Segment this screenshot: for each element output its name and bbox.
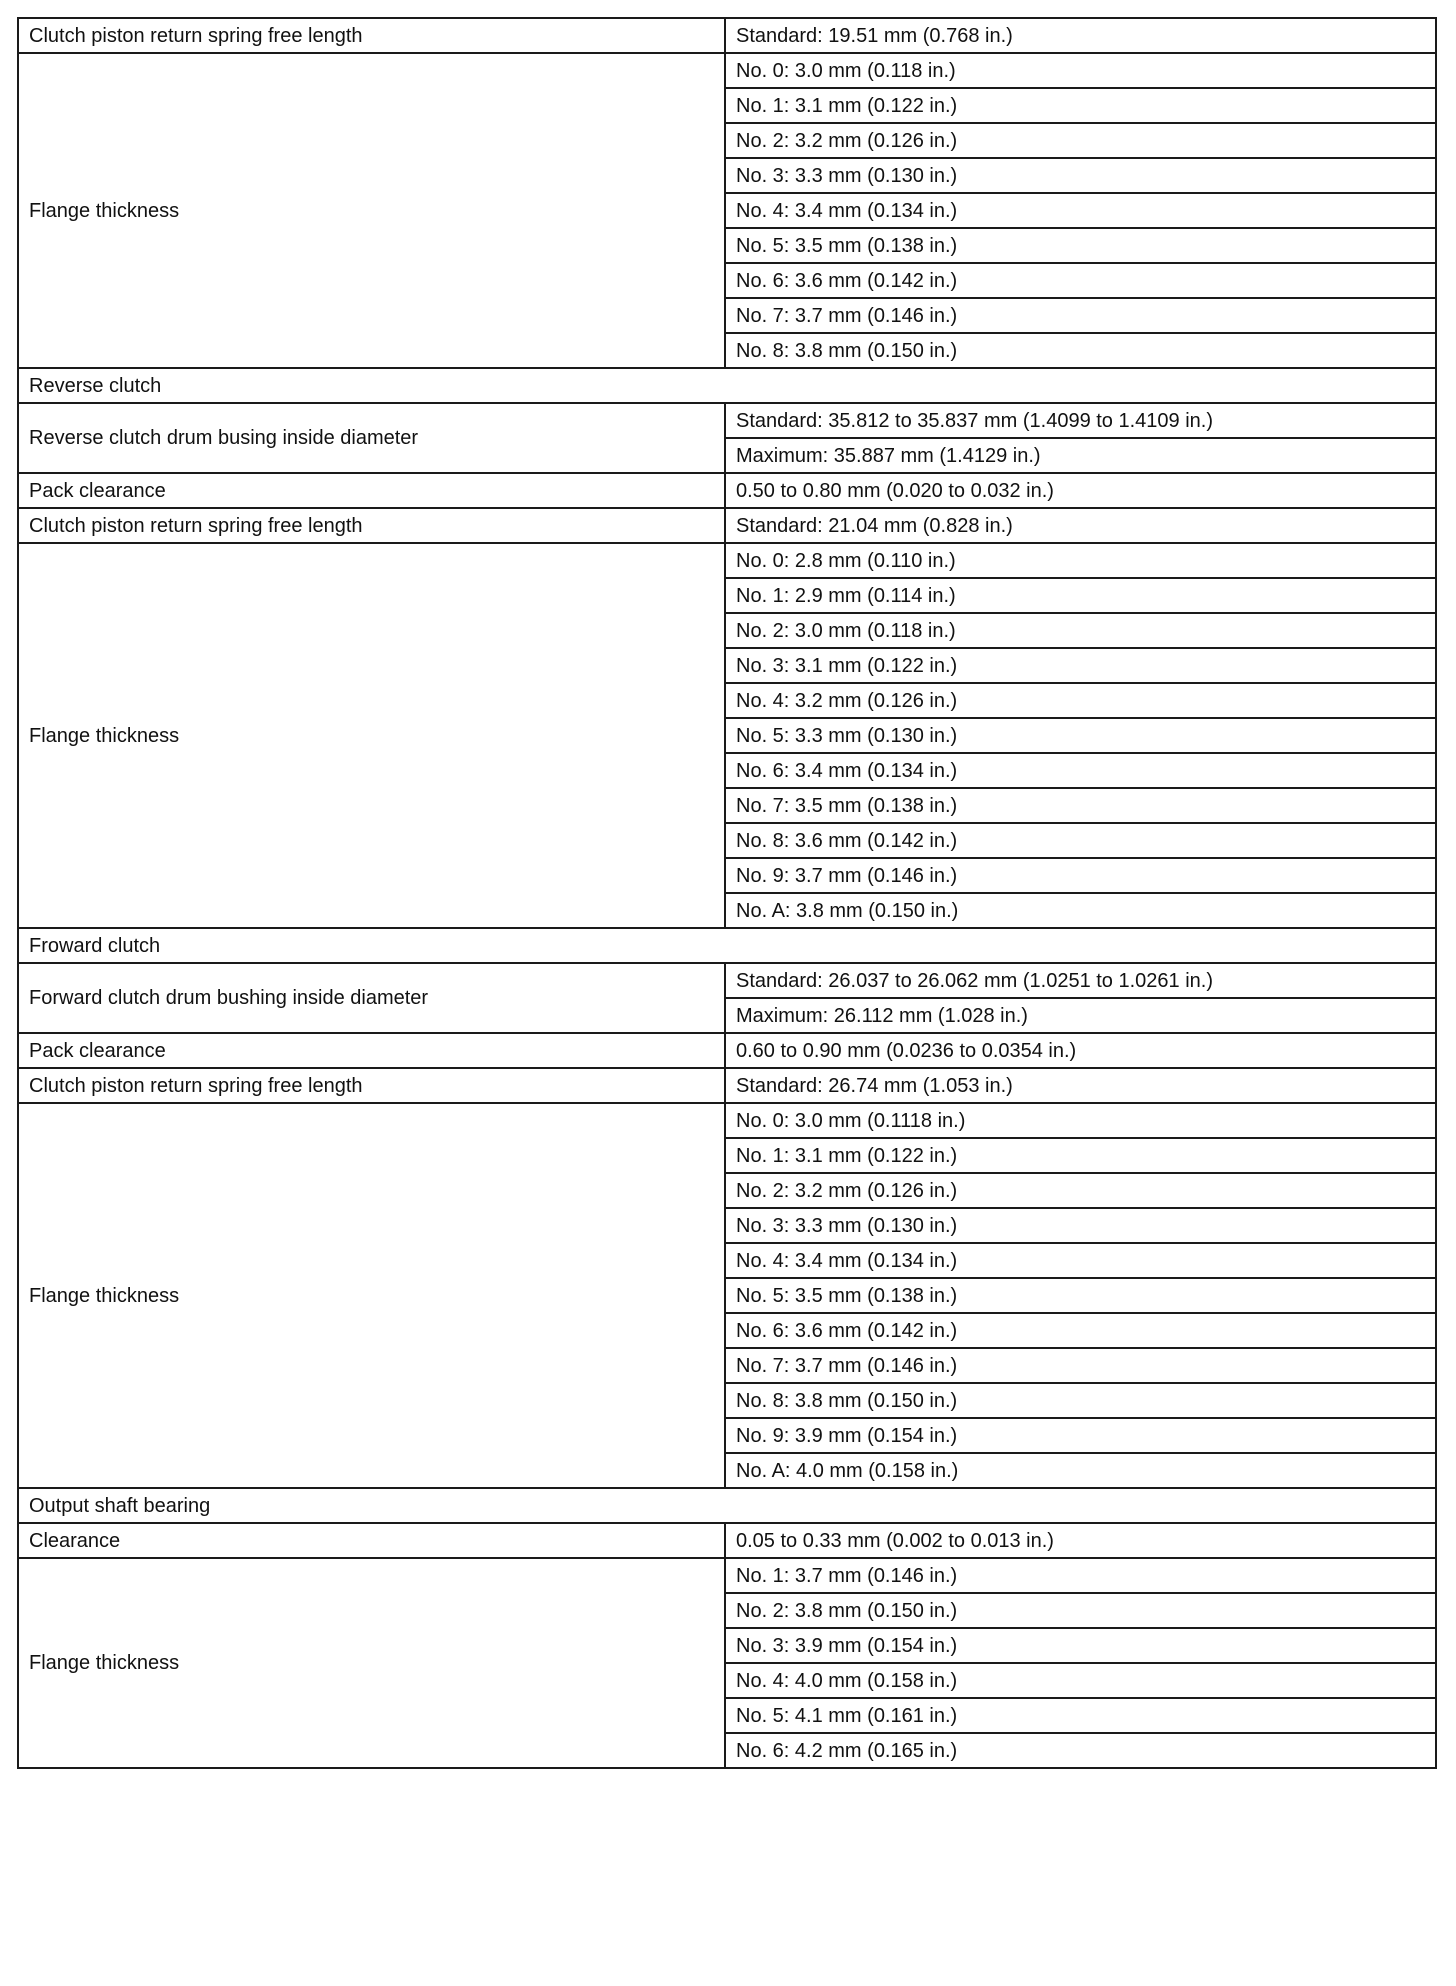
section-header-row — [18, 1488, 1436, 1523]
spec-value: No. 9: 3.9 mm (0.154 in.) — [725, 1418, 1436, 1453]
spec-value: No. 7: 3.7 mm (0.146 in.) — [725, 298, 1436, 333]
spec-value: No. 2: 3.0 mm (0.118 in.) — [725, 613, 1436, 648]
spec-label: Flange thickness — [18, 1558, 725, 1768]
spec-value: No. 4: 3.2 mm (0.126 in.) — [725, 683, 1436, 718]
spec-value: No. 4: 3.4 mm (0.134 in.) — [725, 193, 1436, 228]
spec-value: No. 9: 3.7 mm (0.146 in.) — [725, 858, 1436, 893]
spec-value: 0.60 to 0.90 mm (0.0236 to 0.0354 in.) — [725, 1033, 1436, 1068]
spec-table — [17, 17, 1437, 1769]
section-header-row — [18, 928, 1436, 963]
spec-value: No. 6: 3.4 mm (0.134 in.) — [725, 753, 1436, 788]
spec-value: No. 5: 3.5 mm (0.138 in.) — [725, 228, 1436, 263]
spec-label: Flange thickness — [18, 53, 725, 368]
spec-label: Pack clearance — [18, 1033, 725, 1068]
spec-label: Clutch piston return spring free length — [18, 18, 725, 53]
spec-label: Clearance — [18, 1523, 725, 1558]
table-row — [18, 18, 1436, 53]
spec-value: Maximum: 35.887 mm (1.4129 in.) — [725, 438, 1436, 473]
table-row — [18, 1033, 1436, 1068]
spec-value: No. A: 3.8 mm (0.150 in.) — [725, 893, 1436, 928]
spec-value: No. 0: 3.0 mm (0.118 in.) — [725, 53, 1436, 88]
spec-value: 0.50 to 0.80 mm (0.020 to 0.032 in.) — [725, 473, 1436, 508]
spec-value: Standard: 35.812 to 35.837 mm (1.4099 to 1.4109 in.) — [725, 403, 1436, 438]
spec-label: Flange thickness — [18, 543, 725, 928]
spec-value: No. 3: 3.9 mm (0.154 in.) — [725, 1628, 1436, 1663]
table-row — [18, 1523, 1436, 1558]
spec-value: No. 2: 3.2 mm (0.126 in.) — [725, 123, 1436, 158]
table-row — [18, 543, 1436, 578]
spec-table-body — [18, 18, 1436, 1768]
spec-value: No. 5: 3.5 mm (0.138 in.) — [725, 1278, 1436, 1313]
spec-value: No. 6: 3.6 mm (0.142 in.) — [725, 263, 1436, 298]
spec-label: Forward clutch drum bushing inside diameter — [18, 963, 725, 1033]
spec-value: No. 1: 2.9 mm (0.114 in.) — [725, 578, 1436, 613]
section-header-row — [18, 368, 1436, 403]
spec-value: No. 2: 3.2 mm (0.126 in.) — [725, 1173, 1436, 1208]
table-row — [18, 1103, 1436, 1138]
spec-value: Standard: 26.037 to 26.062 mm (1.0251 to 1.0261 in.) — [725, 963, 1436, 998]
spec-value: No. 6: 3.6 mm (0.142 in.) — [725, 1313, 1436, 1348]
spec-value: No. 0: 2.8 mm (0.110 in.) — [725, 543, 1436, 578]
spec-value: No. 5: 4.1 mm (0.161 in.) — [725, 1698, 1436, 1733]
spec-value: No. 8: 3.8 mm (0.150 in.) — [725, 333, 1436, 368]
spec-value: No. 3: 3.1 mm (0.122 in.) — [725, 648, 1436, 683]
spec-value: No. 3: 3.3 mm (0.130 in.) — [725, 1208, 1436, 1243]
table-row — [18, 473, 1436, 508]
spec-value: No. 8: 3.6 mm (0.142 in.) — [725, 823, 1436, 858]
spec-value: No. 4: 4.0 mm (0.158 in.) — [725, 1663, 1436, 1698]
section-title: Froward clutch — [18, 928, 1436, 963]
spec-value: No. 7: 3.5 mm (0.138 in.) — [725, 788, 1436, 823]
spec-label: Clutch piston return spring free length — [18, 1068, 725, 1103]
spec-value: No. 8: 3.8 mm (0.150 in.) — [725, 1383, 1436, 1418]
table-row — [18, 963, 1436, 998]
section-title: Output shaft bearing — [18, 1488, 1436, 1523]
spec-label: Flange thickness — [18, 1103, 725, 1488]
spec-value: No. 1: 3.1 mm (0.122 in.) — [725, 1138, 1436, 1173]
table-row — [18, 1558, 1436, 1593]
spec-label: Clutch piston return spring free length — [18, 508, 725, 543]
spec-value: No. 1: 3.1 mm (0.122 in.) — [725, 88, 1436, 123]
spec-value: Standard: 21.04 mm (0.828 in.) — [725, 508, 1436, 543]
spec-value: No. 7: 3.7 mm (0.146 in.) — [725, 1348, 1436, 1383]
spec-label: Pack clearance — [18, 473, 725, 508]
spec-label: Reverse clutch drum busing inside diameter — [18, 403, 725, 473]
table-row — [18, 53, 1436, 88]
spec-value: No. 6: 4.2 mm (0.165 in.) — [725, 1733, 1436, 1768]
table-row — [18, 403, 1436, 438]
spec-value: Standard: 19.51 mm (0.768 in.) — [725, 18, 1436, 53]
spec-value: 0.05 to 0.33 mm (0.002 to 0.013 in.) — [725, 1523, 1436, 1558]
table-row — [18, 1068, 1436, 1103]
spec-value: No. 2: 3.8 mm (0.150 in.) — [725, 1593, 1436, 1628]
table-row — [18, 508, 1436, 543]
spec-value: No. A: 4.0 mm (0.158 in.) — [725, 1453, 1436, 1488]
section-title: Reverse clutch — [18, 368, 1436, 403]
spec-value: No. 3: 3.3 mm (0.130 in.) — [725, 158, 1436, 193]
spec-value: No. 1: 3.7 mm (0.146 in.) — [725, 1558, 1436, 1593]
spec-value: No. 5: 3.3 mm (0.130 in.) — [725, 718, 1436, 753]
spec-value: Maximum: 26.112 mm (1.028 in.) — [725, 998, 1436, 1033]
spec-value: Standard: 26.74 mm (1.053 in.) — [725, 1068, 1436, 1103]
spec-value: No. 0: 3.0 mm (0.1118 in.) — [725, 1103, 1436, 1138]
spec-value: No. 4: 3.4 mm (0.134 in.) — [725, 1243, 1436, 1278]
